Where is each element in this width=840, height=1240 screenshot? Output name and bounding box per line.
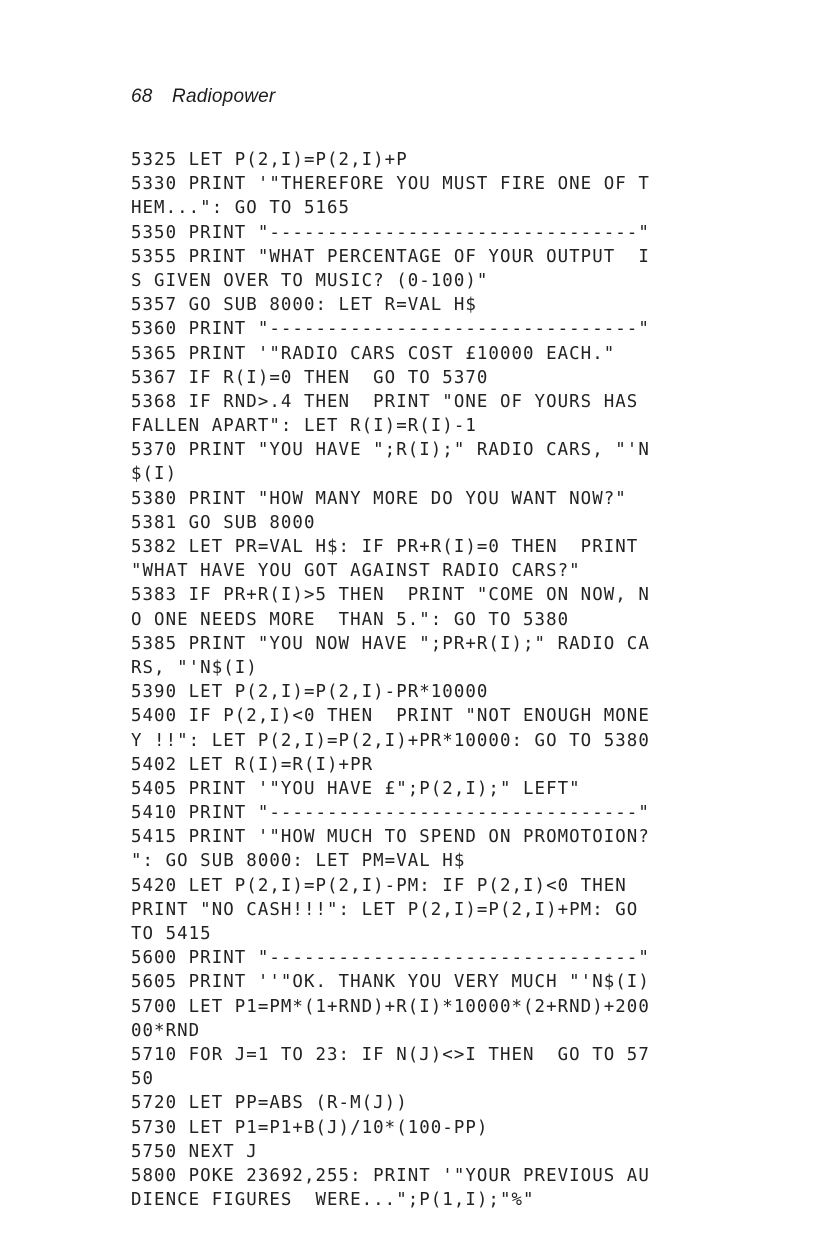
code-line: 5382 LET PR=VAL H$: IF PR+R(I)=0 THEN PRINT [131,537,639,557]
code-line: 5325 LET P(2,I)=P(2,I)+P [131,150,408,170]
code-line: 5400 IF P(2,I)<0 THEN PRINT "NOT ENOUGH MONE [131,706,650,727]
code-line: 5720 LET PP=ABS (R-M(J)) [131,1093,408,1114]
code-line: 5605 PRINT ''"OK. THANK YOU VERY MUCH "'N$(I) [131,972,650,993]
code-line: 5357 GO SUB 8000: LET R=VAL H$ [131,295,477,316]
code-line: 5800 POKE 23692,255: PRINT '"YOUR PREVIOUS AU [131,1165,650,1186]
code-line: 5360 PRINT "--------------------------------" [131,319,650,340]
code-line: 5383 IF PR+R(I)>5 THEN PRINT "COME ON NOW, N [131,585,650,606]
code-line: 50 [131,1069,155,1090]
code-line: DIENCE FIGURES WERE...";P(1,I);"%" [131,1190,535,1211]
code-line: 5730 LET P1=P1+B(J)/10*(100-PP) [131,1117,489,1138]
code-line: 00*RND [131,1020,201,1041]
code-line: FALLEN APART": LET R(I)=R(I)-1 [131,416,477,437]
code-line: PRINT "NO CASH!!!": LET P(2,I)=P(2,I)+PM: GO [131,899,639,920]
code-line: 5350 PRINT "--------------------------------" [131,222,650,243]
code-line: 5415 PRINT '"HOW MUCH TO SPEND ON PROMOTOION? [131,827,650,848]
code-line: 5368 IF RND>.4 THEN PRINT "ONE OF YOURS HAS [131,391,639,412]
code-line: TO 5415 [131,924,212,944]
code-line: 5405 PRINT '"YOU HAVE £";P(2,I);" LEFT" [131,778,581,799]
running-title: Radiopower [172,86,276,107]
code-line: 5330 PRINT '"THEREFORE YOU MUST FIRE ONE OF T [131,174,650,195]
code-line: 5370 PRINT "YOU HAVE ";R(I);" RADIO CARS, "'N [131,440,650,461]
code-line: 5380 PRINT "HOW MANY MORE DO YOU WANT NOW?" [131,488,627,509]
code-line: 5402 LET R(I)=R(I)+PR [131,754,374,775]
code-line: S GIVEN OVER TO MUSIC? (0-100)" [131,270,489,291]
code-line: HEM...": GO TO 5165 [131,198,351,219]
code-line: O ONE NEEDS MORE THAN 5.": GO TO 5380 [131,609,570,630]
code-line: 5385 PRINT "YOU NOW HAVE ";PR+R(I);" RADIO CA [131,633,650,654]
code-line: 5600 PRINT "--------------------------------" [131,948,650,969]
code-line: 5365 PRINT '"RADIO CARS COST £10000 EACH." [131,343,616,364]
code-line: 5390 LET P(2,I)=P(2,I)-PR*10000 [131,682,489,703]
basic-program-listing [131,148,650,1212]
code-line: 5700 LET P1=PM*(1+RND)+R(I)*10000*(2+RND)+200 [131,996,650,1017]
code-line: $(I) [131,464,178,485]
code-line: 5381 GO SUB 8000 [131,512,316,533]
code-line: 5710 FOR J=1 TO 23: IF N(J)<>I THEN GO TO 57 [131,1044,650,1065]
code-line: "WHAT HAVE YOU GOT AGAINST RADIO CARS?" [131,561,581,582]
code-line: 5420 LET P(2,I)=P(2,I)-PM: IF P(2,I)<0 THEN [131,875,627,896]
code-line: 5367 IF R(I)=0 THEN GO TO 5370 [131,367,489,388]
code-line: 5410 PRINT "--------------------------------" [131,803,650,824]
page-number: 68 [131,86,153,107]
code-line: 5355 PRINT "WHAT PERCENTAGE OF YOUR OUTPUT I [131,246,650,267]
code-line: Y !!": LET P(2,I)=P(2,I)+PR*10000: GO TO 5380 [131,730,650,751]
code-line: 5750 NEXT J [131,1141,258,1162]
code-line: ": GO SUB 8000: LET PM=VAL H$ [131,851,466,872]
page-header [131,86,275,108]
code-line: RS, "'N$(I) [131,657,258,678]
